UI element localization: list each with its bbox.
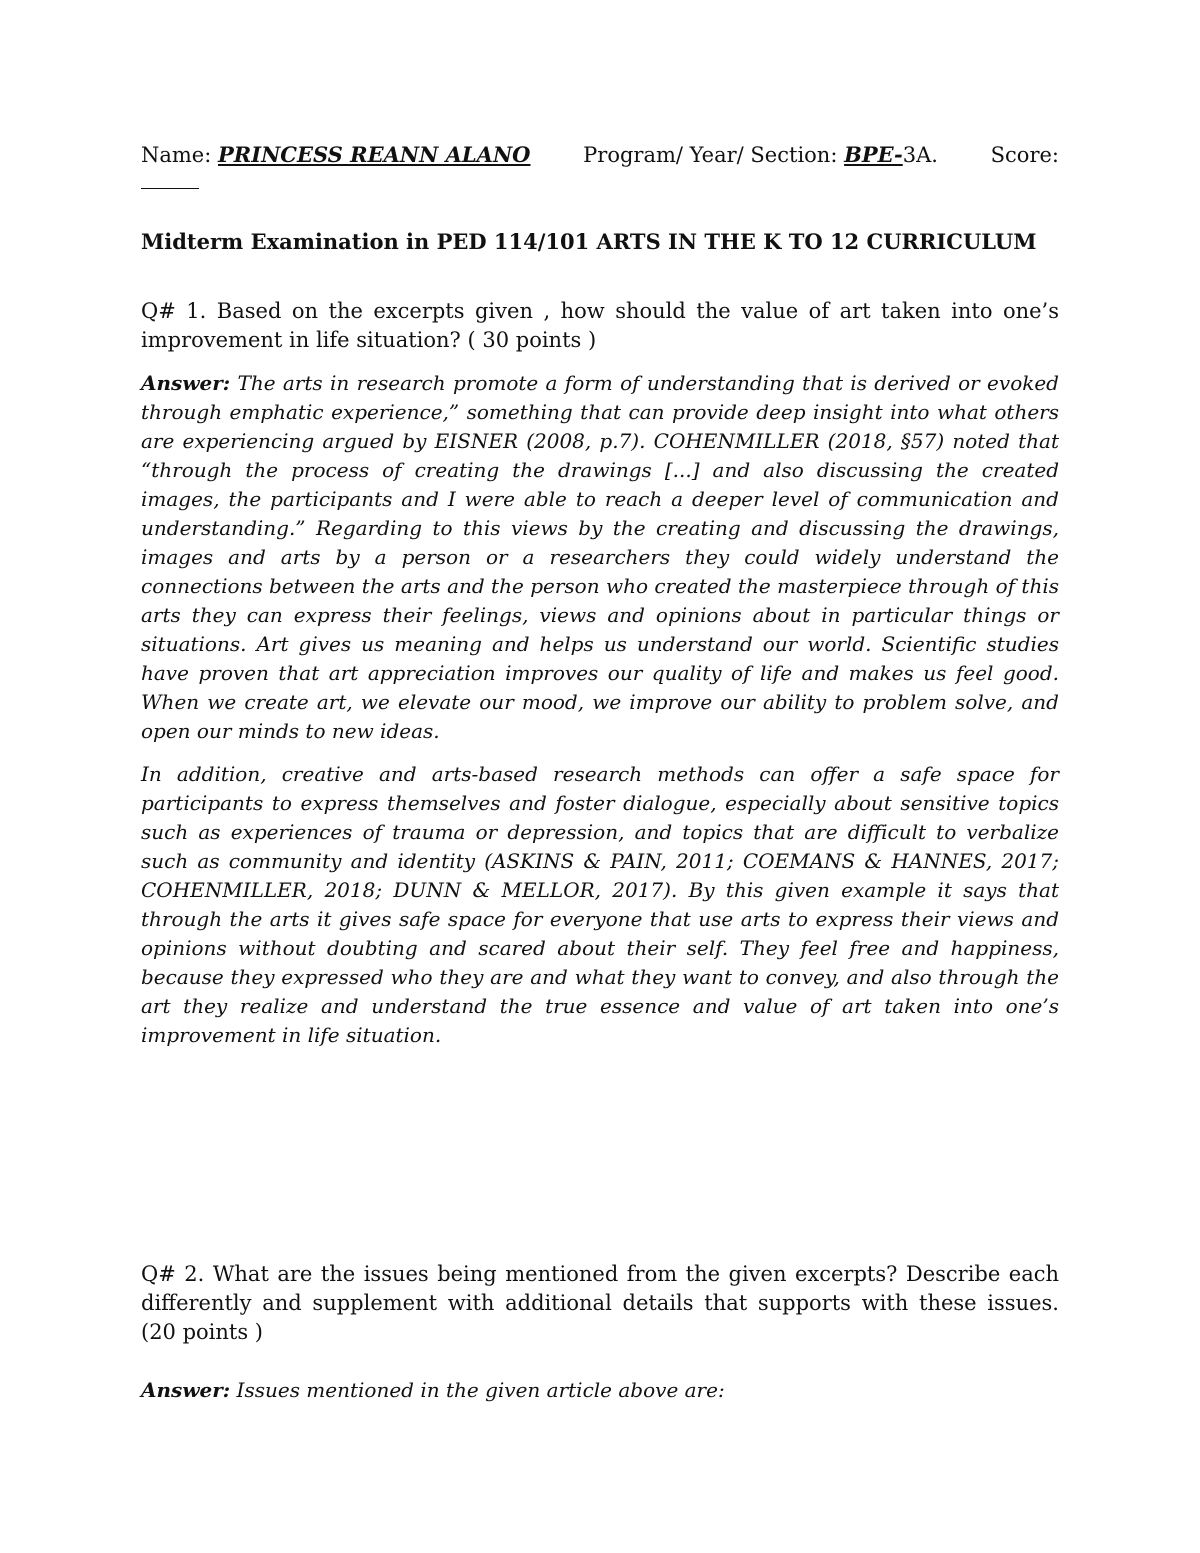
document-content — [141, 138, 1059, 1402]
answer-1-label: Answer: — [141, 371, 231, 395]
answer-2 — [141, 1376, 1059, 1405]
score-blank — [141, 186, 199, 189]
exam-title: Midterm Examination in PED 114/101 ARTS IN THE K TO 12 CURRICULUM — [141, 229, 1037, 254]
program-label: Program/ Year/ Section: — [583, 143, 838, 167]
name-field — [141, 138, 530, 172]
program-section: 3A. — [902, 143, 938, 167]
header-line — [141, 138, 1059, 172]
program-field — [583, 138, 938, 172]
question-2: Q# 2. What are the issues being mentioned from the given excerpts? Describe each differently and supplement with additional details that supports with these issues. (20 points ) — [141, 1262, 1059, 1344]
answer-2-text: Issues mentioned in the given article above are: — [230, 1378, 725, 1402]
answer-1-paragraph-2: In addition, creative and arts-based research methods can offer a safe space for participants to express themselves and foster dialogue, especially about sensitive topics such as experiences of trauma or depression, and topics that are difficult to verbalize such as community and identity (ASKINS & PAIN, 2011; COEMANS & HANNES, 2017; COHENMILLER, 2018; DUNN & MELLOR, 2017). By this given example it says that through the arts it gives safe space for everyone that use arts to express their views and opinions without doubting and scared about their self. They feel free and happiness, because they expressed who they are and what they want to convey, and also through the art they realize and understand the true essence and value of art taken into one’s improvement in life situation. — [141, 762, 1059, 1047]
answer-2-label: Answer: — [141, 1378, 231, 1402]
answer-1-paragraph-1 — [141, 369, 1059, 746]
program-value: BPE- — [844, 142, 903, 167]
question-1: Q# 1. Based on the excerpts given , how should the value of art taken into one’s improvement in life situation? ( 30 points ) — [141, 299, 1059, 352]
score-blank-line — [141, 172, 1059, 193]
name-label: Name: — [141, 143, 212, 167]
name-value: PRINCESS REANN ALANO — [218, 142, 531, 167]
score-label: Score: — [990, 143, 1059, 167]
answer-1-text: The arts in research promote a form of understanding that is derived or evoked through emphatic experience,” something that can provide deep insight into what others are experiencing argued by EISNER (2008, p.7). COHENMILLER (2018, §57) noted that “through the process of creating the drawings [...] and also discussing the created images, the participants and I were able to reach a deeper level of communication and understanding.” Regarding to this views by the creating and discussing the drawings, images and arts by a person or a researchers they could widely understand the connections between the arts and the person who created the masterpiece through of this arts they can express their feelings, views and opinions about in particular things or situations. Art gives us meaning and helps us understand our world. Scientific studies have proven that art appreciation improves our quality of life and makes us feel good. When we create art, we elevate our mood, we improve our ability to problem solve, and open our minds to new ideas. — [141, 371, 1059, 743]
